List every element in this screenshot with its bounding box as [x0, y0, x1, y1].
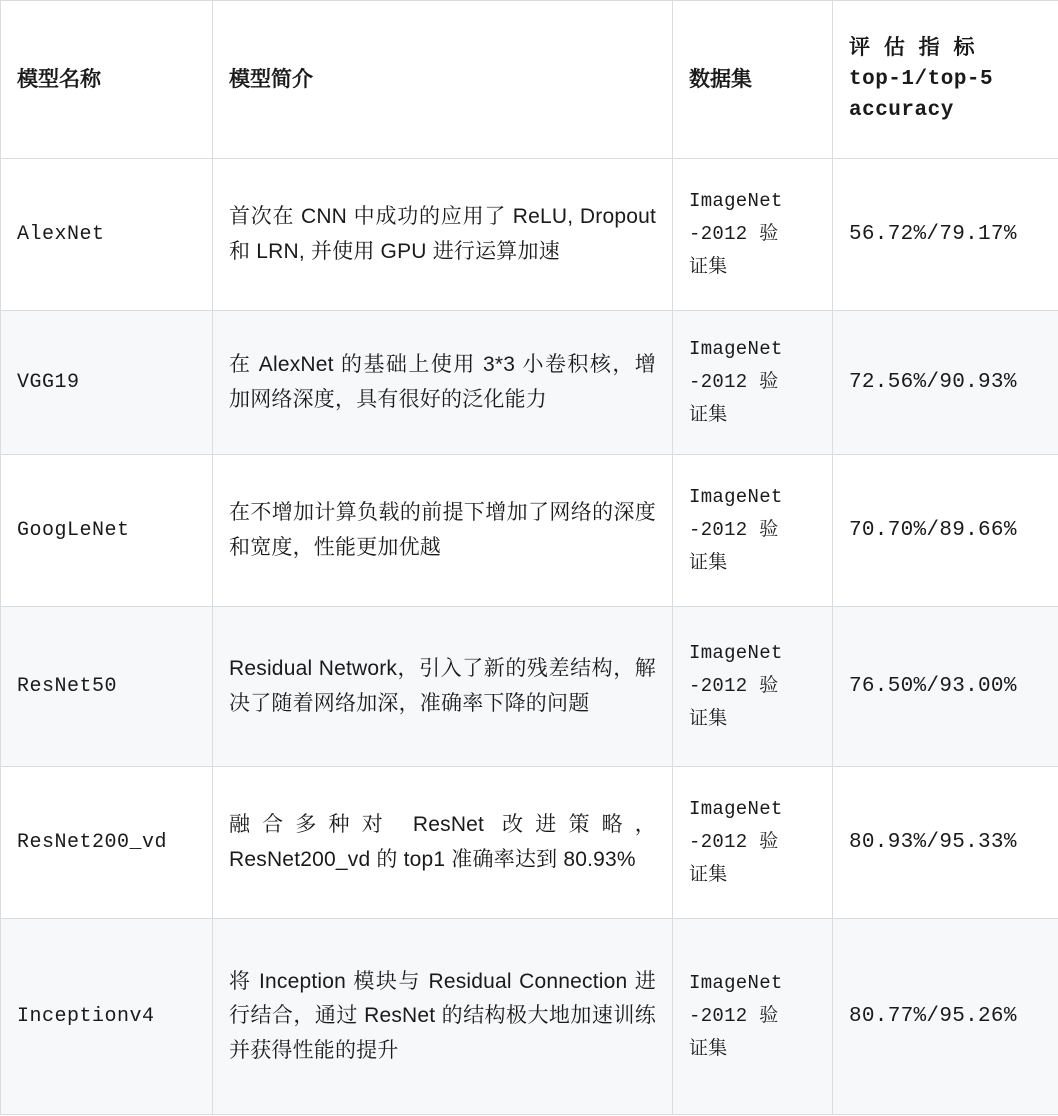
- column-header-model-description: 模型简介: [213, 1, 673, 159]
- cell-dataset: [673, 767, 833, 919]
- cell-dataset-line1: ImageNet: [689, 797, 783, 820]
- cell-model-description: 在不增加计算负载的前提下增加了网络的深度和宽度，性能更加优越: [213, 455, 673, 607]
- cell-model-description: 首次在 CNN 中成功的应用了 ReLU, Dropout 和 LRN, 并使用 GPU 进行运算加速: [213, 159, 673, 311]
- table-header-row: [1, 1, 1058, 159]
- cell-dataset-line1: ImageNet: [689, 971, 783, 994]
- cell-dataset: [673, 455, 833, 607]
- cell-model-name: ResNet200_vd: [1, 767, 213, 919]
- column-header-model-name: 模型名称: [1, 1, 213, 159]
- cell-accuracy: 70.70%/89.66%: [833, 455, 1058, 607]
- column-header-accuracy-line2: top-1/top-5: [849, 67, 994, 91]
- cell-accuracy: 56.72%/79.17%: [833, 159, 1058, 311]
- cell-dataset-line3: 证集: [689, 708, 728, 731]
- column-header-accuracy-line1: 评 估 指 标: [849, 36, 979, 60]
- cell-model-description: Residual Network，引入了新的残差结构，解决了随着网络加深，准确率下降的问题: [213, 607, 673, 767]
- cell-dataset-line2: -2012 验: [689, 674, 779, 697]
- cell-dataset-line2: -2012 验: [689, 222, 779, 245]
- cell-model-name: AlexNet: [1, 159, 213, 311]
- cell-model-name: Inceptionv4: [1, 919, 213, 1115]
- table-row: [1, 311, 1058, 455]
- cell-dataset: [673, 311, 833, 455]
- cell-dataset: [673, 607, 833, 767]
- cell-accuracy: 80.77%/95.26%: [833, 919, 1058, 1115]
- cell-model-name: GoogLeNet: [1, 455, 213, 607]
- cell-dataset-line2: -2012 验: [689, 1004, 779, 1027]
- column-header-accuracy-line3: accuracy: [849, 99, 954, 123]
- cell-model-description: 在 AlexNet 的基础上使用 3*3 小卷积核，增加网络深度，具有很好的泛化能力: [213, 311, 673, 455]
- cell-model-name: VGG19: [1, 311, 213, 455]
- cell-dataset-line1: ImageNet: [689, 485, 783, 508]
- cell-dataset-line3: 证集: [689, 404, 728, 427]
- cell-dataset-line3: 证集: [689, 1038, 728, 1061]
- table-row: [1, 767, 1058, 919]
- cell-accuracy: 80.93%/95.33%: [833, 767, 1058, 919]
- table-row: [1, 607, 1058, 767]
- table-row: [1, 159, 1058, 311]
- cell-model-description: 将 Inception 模块与 Residual Connection 进行结合，通过 ResNet 的结构极大地加速训练并获得性能的提升: [213, 919, 673, 1115]
- column-header-dataset: 数据集: [673, 1, 833, 159]
- cell-dataset-line2: -2012 验: [689, 830, 779, 853]
- cell-dataset-line1: ImageNet: [689, 189, 783, 212]
- cell-dataset-line1: ImageNet: [689, 337, 783, 360]
- cell-dataset: [673, 919, 833, 1115]
- table-row: [1, 455, 1058, 607]
- table-header: [1, 1, 1058, 159]
- cell-accuracy: 72.56%/90.93%: [833, 311, 1058, 455]
- cell-model-name: ResNet50: [1, 607, 213, 767]
- table-row: [1, 919, 1058, 1115]
- cell-dataset-line2: -2012 验: [689, 370, 779, 393]
- cell-dataset-line3: 证集: [689, 552, 728, 575]
- column-header-accuracy: [833, 1, 1058, 159]
- cell-dataset-line3: 证集: [689, 864, 728, 887]
- cell-dataset-line1: ImageNet: [689, 641, 783, 664]
- cell-dataset-line3: 证集: [689, 256, 728, 279]
- cell-accuracy: 76.50%/93.00%: [833, 607, 1058, 767]
- cell-model-description: 融合多种对 ResNet 改进策略，ResNet200_vd 的 top1 准确率达到 80.93%: [213, 767, 673, 919]
- cell-dataset: [673, 159, 833, 311]
- table-body: [1, 159, 1058, 1115]
- cell-dataset-line2: -2012 验: [689, 518, 779, 541]
